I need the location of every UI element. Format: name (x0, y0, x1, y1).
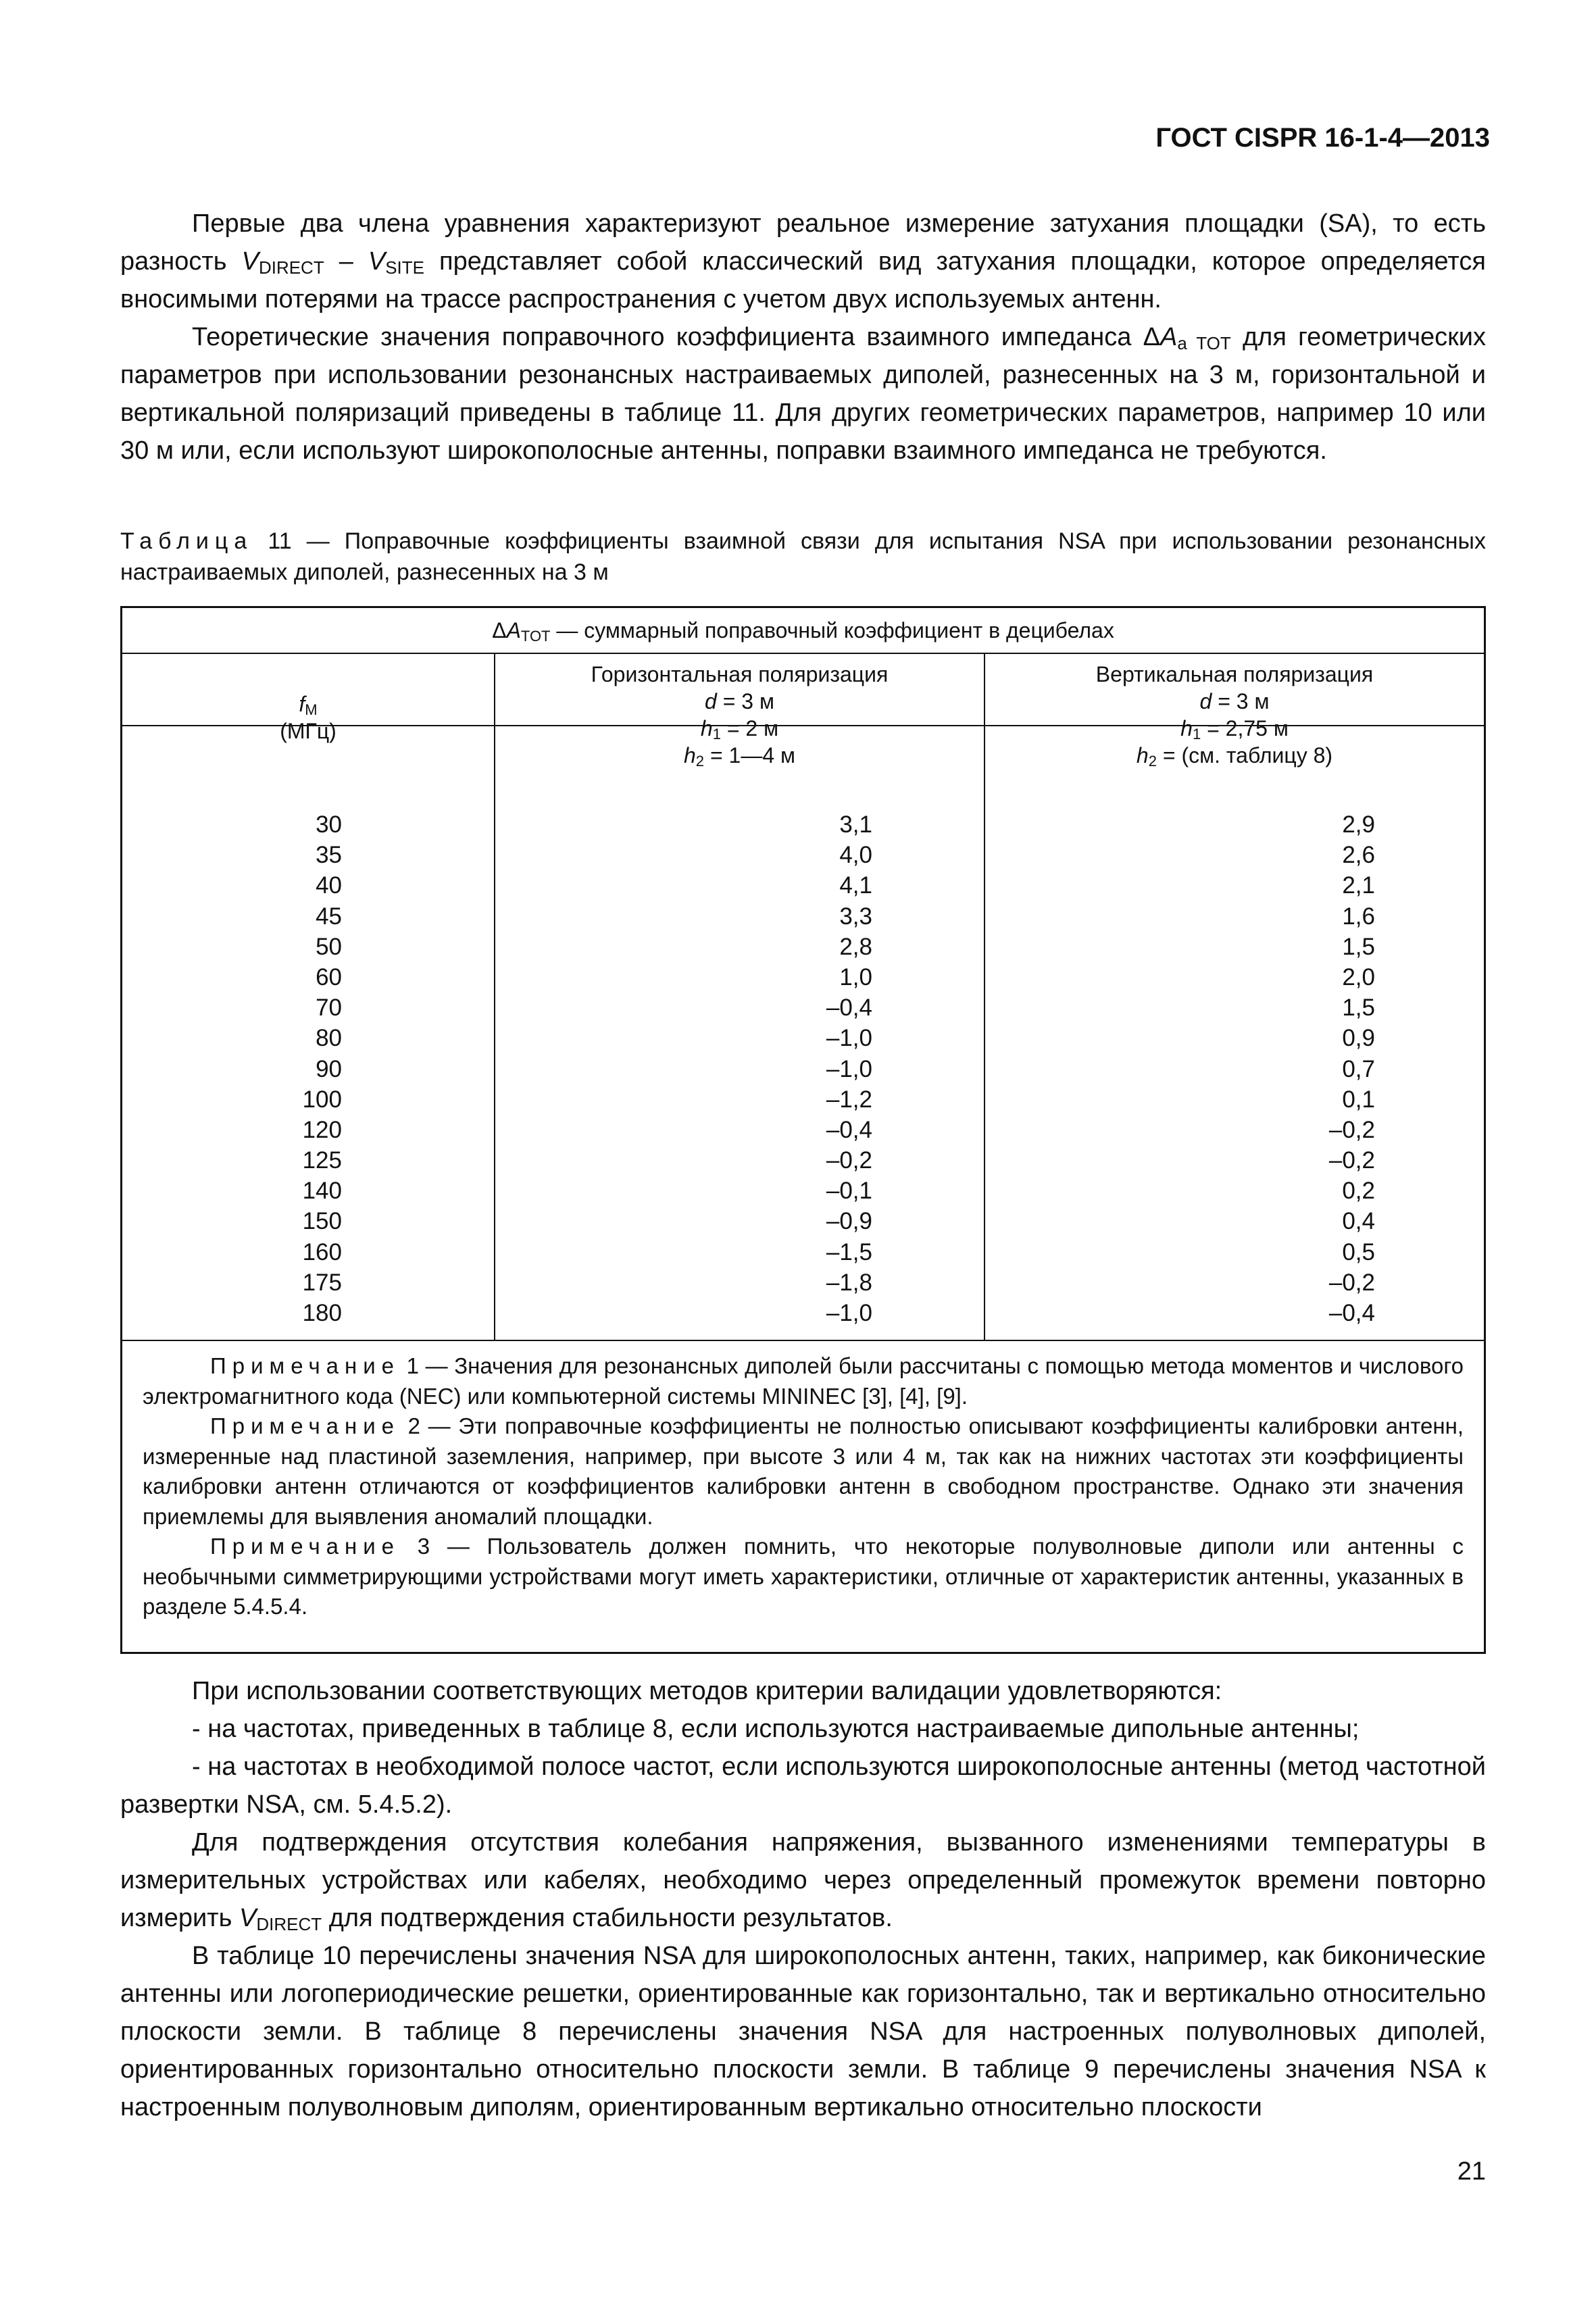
paragraph-site-attenuation: Первые два члена уравнения характеризуют реальное измерение затухания площадки (SA), то есть разность $V_{DIRECT} - V_{SITE}$ представляет собой классический вид затухания площадки, которое определяется вносимыми потерями на трассе распространения с учетом двух используемых антенн. (120, 209, 1486, 313)
horizontal-value-cell: 4,1 (839, 872, 872, 899)
horizontal-value-cell: 4,0 (839, 842, 872, 869)
horizontal-value-cell: 3,3 (839, 903, 872, 930)
notes-divider (122, 1340, 1484, 1341)
table-note: Примечание 1 — Значения для резонансных диполей были рассчитаны с помощью метода моментов и числового электромагнитного кода (NEC) или компьютерной системы MININEC [3], [4], [9]. (143, 1353, 1464, 1409)
vertical-value-cell: –0,2 (1328, 1147, 1375, 1174)
vertical-value-cell: 0,7 (1342, 1055, 1375, 1082)
list-item: - на частотах в необходимой полосе частот, если используются широкополосные антенны (метод частотной развертки NSA, см. 5.4.5.2). (120, 1753, 1486, 1819)
frequency-cell: 30 (316, 811, 342, 838)
table-caption: Таблица 11 — Поправочные коэффициенты взаимной связи для испытания NSA при использовании резонансных настраиваемых диполей, разнесенных на 3 м (120, 528, 1486, 585)
table-notes (143, 1351, 1464, 1622)
frequency-cell: 40 (316, 872, 342, 899)
vertical-value-cell: 2,1 (1342, 872, 1375, 899)
vertical-value-cell: 0,1 (1342, 1086, 1375, 1113)
frequency-cell: 120 (302, 1116, 342, 1143)
column-header-frequency: $f_M$ (МГц) (280, 692, 336, 743)
horizontal-value-cell: –1,2 (826, 1086, 872, 1113)
horizontal-value-cell: –1,0 (826, 1025, 872, 1052)
table-note: Примечание 3 — Пользователь должен помнить, что некоторые полуволновые диполи или антенны с необычными симметрирующими устройствами могут иметь характеристики, отличные от характеристик антенны, указанных в разделе 5.4.5.4. (143, 1534, 1464, 1619)
intro-text (120, 205, 1486, 470)
vertical-value-cell: 0,4 (1342, 1208, 1375, 1235)
vertical-value-cell: 1,6 (1342, 903, 1375, 930)
document-code: ГОСТ CISPR 16-1-4—2013 (1155, 123, 1490, 153)
frequency-cell: 150 (302, 1208, 342, 1235)
paragraph-validation: При использовании соответствующих методов критерии валидации удовлетворяются: (192, 1677, 1222, 1705)
vertical-value-cell: 2,0 (1342, 963, 1375, 990)
table-note: Примечание 2 — Эти поправочные коэффициенты не полностью описывают коэффициенты калибровки антенн, измеренные над пластиной заземления, например, при высоте 3 или 4 м, так как на нижних частотах эти коэффициенты калибровки антенн отличаются от коэффициентов калибровки антенн в свободном пространстве. Однако эти значения приемлемы для выявления аномалий площадки. (143, 1413, 1464, 1529)
frequency-cell: 100 (302, 1086, 342, 1113)
vertical-value-cell: –0,4 (1328, 1300, 1375, 1326)
horizontal-value-cell: –0,4 (826, 995, 872, 1022)
page-number: 21 (1457, 2157, 1486, 2186)
frequency-cell: 160 (302, 1238, 342, 1265)
horizontal-value-cell: 3,1 (839, 811, 872, 838)
horizontal-value-cell: 2,8 (839, 933, 872, 960)
horizontal-value-cell: –0,4 (826, 1116, 872, 1143)
vertical-value-cell: 0,2 (1342, 1178, 1375, 1205)
horizontal-value-cell: –1,0 (826, 1055, 872, 1082)
horizontal-value-cell: –0,2 (826, 1147, 872, 1174)
paragraph-stability: Для подтверждения отсутствия колебания напряжения, вызванного изменениями температуры в измерительных устройствах или кабелях, необходимо через определенный промежуток времени повторно измерить $V_{DIRECT}$ для подтверждения стабильности результатов. (120, 1828, 1486, 1934)
frequency-cell: 70 (316, 995, 342, 1022)
frequency-column (122, 809, 342, 1328)
horizontal-value-cell: –0,9 (826, 1208, 872, 1235)
horizontal-value-cell: –1,0 (826, 1300, 872, 1326)
paragraph-mutual-impedance: Теоретические значения поправочного коэффициента взаимного импеданса $\Delta A_{a TOT}$ для геометрических параметров при использовании резонансных настраиваемых диполей, разнесенных на 3 м, горизонтальной и вертикальной поляризаций приведены в таблице 11. Для других геометрических параметров, например 10 или 30 м или, если используют широкополосные антенны, поправки взаимного импеданса не требуются. (120, 323, 1486, 465)
frequency-cell: 50 (316, 933, 342, 960)
vertical-value-cell: 0,9 (1342, 1025, 1375, 1052)
column-header-vertical: Вертикальная поляризация d = 3 м $h_1 = 2,75$ м $h_2 = (см$. таблицу 8) (1095, 662, 1374, 770)
paragraph-nsa-tables: В таблице 10 перечислены значения NSA для широкополосных антенн, таких, например, как биконические антенны или логопериодические решетки, ориентированные как горизонтально, так и вертикально относительно плоскости земли. В таблице 8 перечислены значения NSA для настроенных полуволновых диполей, ориентированных горизонтально относительно плоскости земли. В таблице 9 перечислены значения NSA к настроенным полуволновым диполям, ориентированным вертикально относительно плоскости (120, 1942, 1486, 2121)
body-text (120, 1672, 1486, 2126)
list-item: - на частотах, приведенных в таблице 8, если используются настраиваемые дипольные антенны; (192, 1715, 1360, 1743)
vertical-values-column (1230, 809, 1375, 1328)
vertical-value-cell: –0,2 (1328, 1116, 1375, 1143)
frequency-cell: 45 (316, 903, 342, 930)
vertical-value-cell: 1,5 (1342, 933, 1375, 960)
frequency-cell: 175 (302, 1269, 342, 1296)
column-header-horizontal: Горизонтальная поляризация d = 3 м $h_1 = 2$ м $h_2$ = 1—4 м (591, 662, 889, 770)
horizontal-values-column (730, 809, 872, 1328)
correction-table (120, 606, 1486, 1654)
horizontal-value-cell: –1,8 (826, 1269, 872, 1296)
frequency-cell: 60 (316, 963, 342, 990)
frequency-cell: 140 (302, 1178, 342, 1205)
vertical-value-cell: 2,6 (1342, 842, 1375, 869)
frequency-cell: 90 (316, 1055, 342, 1082)
frequency-cell: 125 (302, 1147, 342, 1174)
vertical-value-cell: 1,5 (1342, 995, 1375, 1022)
vertical-value-cell: 2,9 (1342, 811, 1375, 838)
vertical-value-cell: –0,2 (1328, 1269, 1375, 1296)
table-total-header: $\Delta A_{TOT}$ — суммарный поправочный коэффициент в децибелах (122, 608, 1484, 654)
horizontal-value-cell: –0,1 (826, 1178, 872, 1205)
frequency-cell: 80 (316, 1025, 342, 1052)
vertical-value-cell: 0,5 (1342, 1238, 1375, 1265)
frequency-cell: 180 (302, 1300, 342, 1326)
horizontal-value-cell: 1,0 (839, 963, 872, 990)
horizontal-value-cell: –1,5 (826, 1238, 872, 1265)
frequency-cell: 35 (316, 842, 342, 869)
